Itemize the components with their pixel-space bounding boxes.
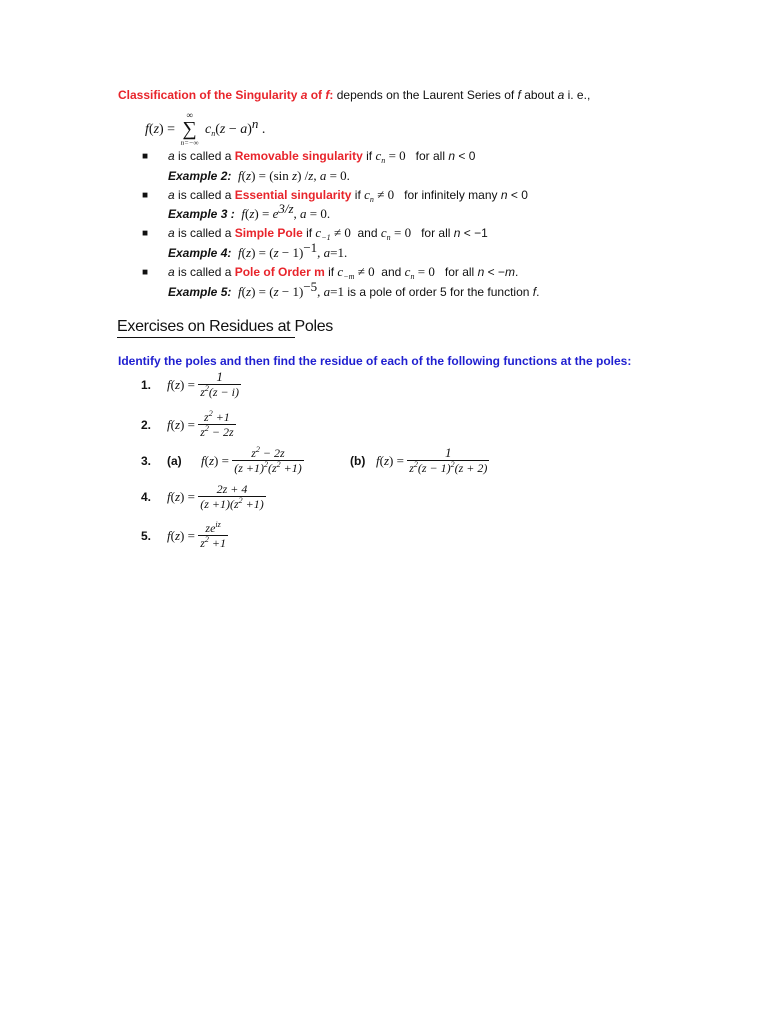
denominator: $z^2(z - 1)^2(z + 2)$ [409, 460, 488, 475]
bullet-pole-order-m: a is called a Pole of Order m if $c_{-m} \ne 0$ and $c_n = 0$ for all n < −m. [168, 264, 519, 281]
exercise-2: 2. f ( z ) = $\frac{z^2 +1}{z^2 - 2z}$ [141, 409, 234, 439]
section-title: Exercises on Residues at Poles [117, 318, 334, 335]
exercise-number: 5. [141, 528, 152, 543]
bullet-essential: a is called a Essential singularity if $c_n \ne 0$ for infinitely many n < 0 [168, 187, 528, 204]
laurent-series: f(z) = ∞ ∑ n=−∞ $c_n(z - a)^n$ . [145, 110, 266, 147]
denominator: $(z +1)(z^2 +1)$ [200, 496, 264, 511]
example-5: Example 5: $f(z) = (z - 1)^{-5}$, a=1 is a pole of order 5 for the function f. [168, 279, 540, 299]
numerator: $z^2 +1$ [204, 409, 230, 424]
denominator: $z^2(z - i)$ [200, 384, 239, 399]
term-removable: Removable singularity [234, 149, 363, 163]
example-2: Example 2: f(z) = (sin z) /z, a = 0. [168, 168, 350, 183]
exercise-number: 1. [141, 377, 152, 392]
bullet-simple-pole: a is called a Simple Pole if $c_{-1} \ne 0$ and $c_n = 0$ for all n < −1 [168, 225, 488, 242]
denominator: $z^2 +1$ [200, 535, 226, 550]
exercise-1: 1. f ( z ) = $\frac{1}{z^2(z - i)}$ [141, 369, 239, 399]
part-a-label: (a) [167, 453, 182, 468]
term-essential: Essential singularity [234, 188, 352, 202]
example-3: Example 3 : $f(z) = e^{3/z}$, a = 0. [168, 201, 331, 221]
bullet-marker: ■ [142, 228, 149, 239]
fraction [407, 446, 489, 475]
exercise-lhs: f [167, 376, 171, 392]
exercise-3b: (b) f ( z ) = $\frac{1}{z^2(z - 1)^2(z + 2)}$ [350, 445, 488, 475]
fraction [198, 370, 241, 399]
example-4: Example 4: $f(z) = (z - 1)^{-1}$, a=1. [168, 240, 348, 260]
exercise-4: 4. f ( z ) = $\frac{2z + 4}{(z +1)(z^2 +1)}$ [141, 482, 264, 511]
fraction [198, 482, 266, 511]
bullet-marker: ■ [142, 151, 149, 162]
exercise-5: 5. f ( z ) = $\frac{ze^{iz}}{z^2 +1}$ [141, 520, 226, 550]
numerator: $ze^{iz}$ [205, 520, 221, 535]
example-3-label: Example 3 : [168, 207, 235, 221]
part-b-label: (b) [350, 453, 366, 468]
denominator: $z^2 - 2z$ [200, 424, 234, 439]
term-pole-order-m: Pole of Order m [234, 265, 325, 279]
denominator: $(z +1)^2(z^2 +1)$ [234, 460, 302, 475]
example-2-label: Example 2: [168, 169, 232, 183]
intro-line [118, 88, 590, 102]
bullet-removable: a is called a Removable singularity if $c_n = 0$ for all n < 0 [168, 148, 476, 165]
exercise-number: 2. [141, 417, 152, 432]
term-simple-pole: Simple Pole [234, 226, 303, 240]
fraction [198, 410, 235, 439]
exercise-number: 4. [141, 489, 152, 504]
intro-heading: Classification of the Singularity a of f: [118, 88, 334, 102]
example-5-label: Example 5: [168, 285, 232, 299]
exercise-3a: 3. (a) f ( z ) = $\frac{z^2 - 2z}{(z +1)^2(z^2 +1)}$ [141, 445, 302, 475]
numerator: $z^2 - 2z$ [251, 445, 285, 460]
fraction [232, 446, 304, 475]
numerator: 1 [445, 445, 452, 460]
exercise-number: 3. [141, 453, 152, 468]
intro-rest: depends on the Laurent Series of f about a i. e., [336, 88, 591, 102]
fraction [198, 521, 228, 550]
bullet-marker: ■ [142, 190, 149, 201]
numerator: 1 [216, 369, 223, 384]
bullet-marker: ■ [142, 267, 149, 278]
instruction: Identify the poles and then find the residue of each of the following functions at the poles: [118, 354, 632, 368]
example-4-label: Example 4: [168, 246, 232, 260]
numerator: 2z + 4 [216, 482, 248, 496]
section-title-underline [117, 337, 295, 338]
